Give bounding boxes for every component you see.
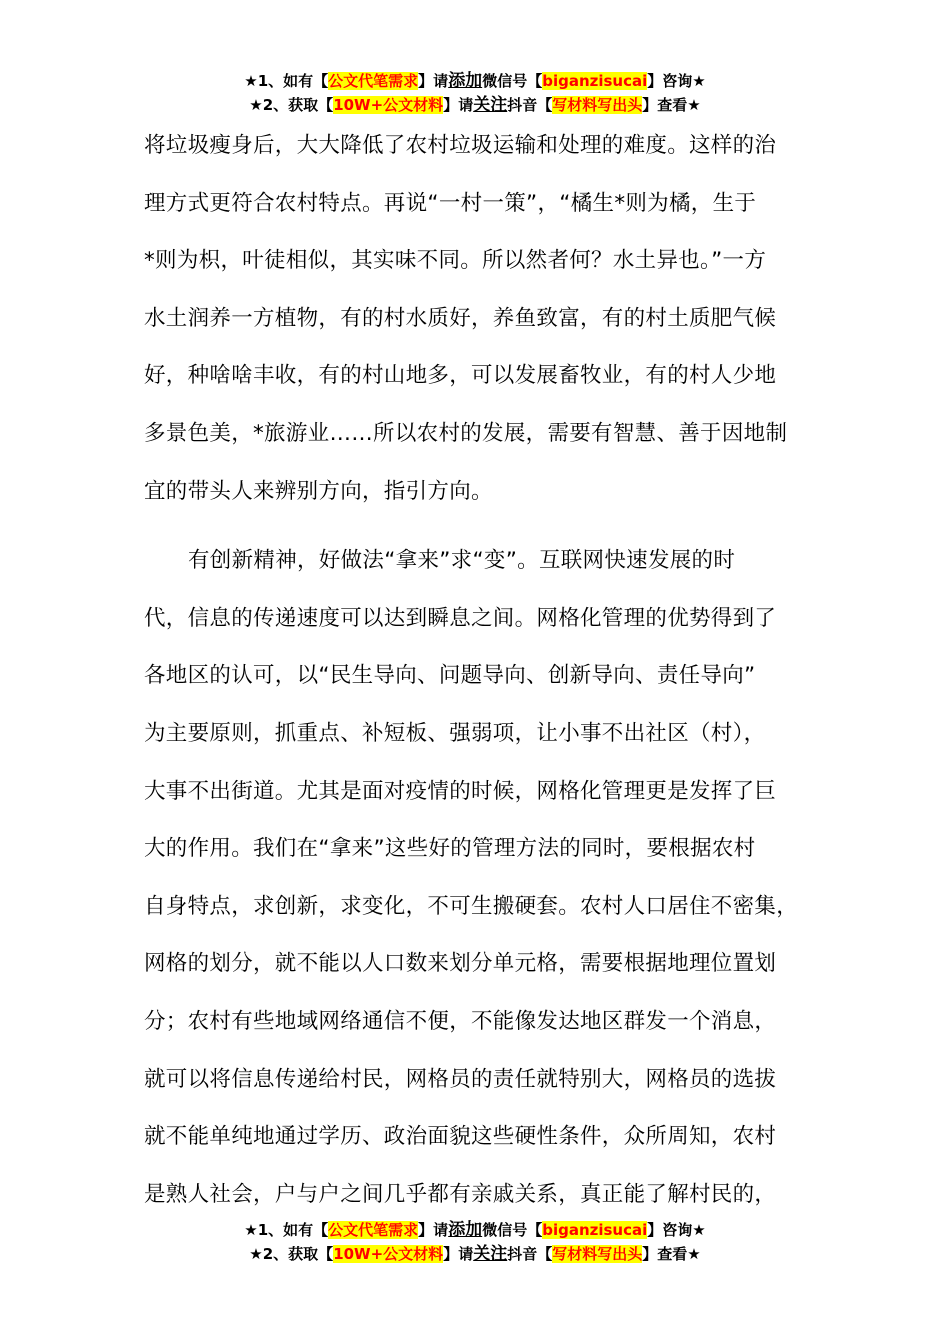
banner-underline: 添加 [448,1220,483,1240]
text-line: *则为枳，叶徒相似，其实味不同。所以然者何？水土异也。”一方 [144,248,767,274]
text-line: 代，信息的传递速度可以达到瞬息之间。网格化管理的优势得到了 [144,605,777,631]
text-line: 水土润养一方植物，有的村水质好，养鱼致富，有的村土质肥气候 [144,305,777,331]
text-line: 多景色美，*旅游业……所以农村的发展，需要有智慧、善于因地制 [144,420,788,446]
banner-highlight: 10W+公文材料 [333,96,444,114]
text-line: 理方式更符合农村特点。再说“一村一策”，“橘生*则为橘，生于 [144,190,757,216]
banner-underline: 添加 [448,71,483,91]
header-banner [0,69,950,117]
footer-banner [0,1218,950,1266]
text-line: 为主要原则，抓重点、补短板、强弱项，让小事不出社区（村）， [144,720,766,746]
text-line: 就可以将信息传递给村民，网格员的责任就特别大，网格员的选拔 [144,1066,777,1092]
banner-text: 】咨询★ [647,72,706,90]
banner-text: ★2、获取【 [249,96,334,114]
paragraph-2 [144,532,834,1223]
banner-highlight: 公文代笔需求 [328,72,419,90]
banner-highlight-wechat-id: biganzisucai [542,72,648,90]
text-line: 将垃圾瘦身后，大大降低了农村垃圾运输和处理的难度。这样的治 [144,133,777,158]
banner-text: ★1、如有【 [244,1221,329,1239]
banner-line-2 [0,93,950,117]
banner-underline: 关注 [473,1244,508,1264]
text-line: 宜的带头人来辨别方向，指引方向。 [144,478,493,504]
paragraph-gap [144,520,834,532]
banner-highlight-douyin: 写材料写出头 [552,1245,643,1263]
banner-text: 】查看★ [642,1245,701,1263]
text-line: 是熟人社会，户与户之间几乎都有亲戚关系，真正能了解村民的， [144,1181,777,1207]
banner-highlight: 10W+公文材料 [333,1245,444,1263]
banner-text: 】请 [418,72,449,90]
text-line: 网格的划分，就不能以人口数来划分单元格，需要根据地理位置划 [144,951,777,977]
banner-text: 】咨询★ [647,1221,706,1239]
banner-text: 抖音【 [507,96,553,114]
banner-line-2 [0,1242,950,1266]
banner-text: 】请 [418,1221,449,1239]
banner-line-1 [0,1218,950,1242]
banner-highlight: 公文代笔需求 [328,1221,419,1239]
paragraph-1 [144,117,834,520]
text-line: 大的作用。我们在“拿来”这些好的管理方法的同时，要根据农村 [144,836,756,862]
text-line: 就不能单纯地通过学历、政治面貌这些硬性条件，众所周知，农村 [144,1124,777,1150]
banner-underline: 关注 [473,95,508,115]
banner-text: 】请 [443,1245,474,1263]
banner-text: ★2、获取【 [249,1245,334,1263]
text-line: 好，种啥啥丰收，有的村山地多，可以发展畜牧业，有的村人少地 [144,363,777,389]
banner-text: 微信号【 [482,1221,543,1239]
banner-text: 微信号【 [482,72,543,90]
text-line: 自身特点，求创新，求变化，不可生搬硬套。农村人口居住不密集， [144,893,799,919]
banner-text: 】请 [443,96,474,114]
text-line: 分；农村有些地域网络通信不便，不能像发达地区群发一个消息， [144,1008,777,1034]
banner-text: 】查看★ [642,96,701,114]
text-line: 有创新精神，好做法“拿来”求“变”。互联网快速发展的时 [188,548,736,574]
document-body [144,117,834,1223]
banner-text: ★1、如有【 [244,72,329,90]
banner-line-1 [0,69,950,93]
banner-highlight-douyin: 写材料写出头 [552,96,643,114]
banner-text: 抖音【 [507,1245,553,1263]
banner-highlight-wechat-id: biganzisucai [542,1221,648,1239]
text-line: 大事不出街道。尤其是面对疫情的时候，网格化管理更是发挥了巨 [144,778,777,804]
text-line: 各地区的认可，以“民生导向、问题导向、创新导向、责任导向” [144,663,756,689]
